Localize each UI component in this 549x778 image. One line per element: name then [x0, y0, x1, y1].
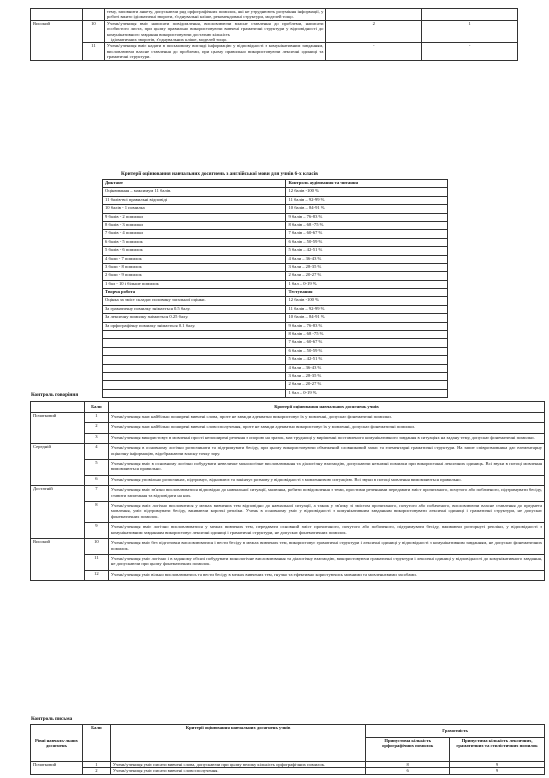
lex-errors: 9 — [450, 768, 545, 774]
criteria-text: Учень\учениця вміє без підготовки висловлюватися і вести бесіду в межах вивчених тем, використовує граматичні структури і лексичні одиниці у відповідності з комунікативним завданням, не допускає фонематичних помилок. — [108, 539, 544, 555]
right-cell: 5 балів – 42-51 % — [286, 247, 448, 255]
right-cell: 9 балів – 76-83 % — [286, 213, 448, 221]
orth-errors: 6 — [366, 768, 450, 774]
score: 11 — [84, 554, 108, 570]
table-row — [103, 280, 448, 288]
left-cell — [103, 364, 286, 372]
right-cell: 1 бал – 0-19 % — [286, 389, 448, 397]
table-row — [31, 554, 545, 570]
left-cell: 11 балів-всі правильні відповіді — [103, 196, 286, 204]
table-row — [31, 539, 545, 555]
criteria-text: Учень\учениця знає найбільш поширені вивчені слова, проте не завжди адекватно використовує їх у мовленні, допускає фонематичні помилки. — [108, 413, 544, 423]
column-header: Критерії оцінювання навчальних досягнень учнів — [108, 402, 544, 413]
orth-errors: 2 — [326, 20, 422, 43]
right-cell: 2 бали – 20-27 % — [286, 381, 448, 389]
table-header-row — [31, 402, 545, 413]
right-cell: Контроль аудіювання та читання — [286, 180, 448, 188]
section-title: Критерії оцінювання навчальних досягнень з англійської мови для учнів 6-х класів — [121, 171, 318, 177]
score: 3 — [84, 433, 108, 443]
level-label: Достатній — [31, 486, 85, 539]
score: 8 — [84, 502, 108, 523]
table-row — [103, 372, 448, 380]
table-row — [103, 272, 448, 280]
table-row — [103, 238, 448, 246]
table-row — [31, 9, 518, 21]
table-row — [103, 389, 448, 397]
column-header: Грамотність — [366, 725, 545, 738]
right-cell: 4 бали – 36-43 % — [286, 364, 448, 372]
table-row — [103, 297, 448, 305]
criteria-text: Учень\учениця вміє зв'язно висловлюватися відповідно до навчальної ситуації, малюнка, робити повідомлення з теми, простими реченнями передавати зміст прочитаного, почутого або побаченого, підтримувати бесіду, ставити запитання та відповідати на них. — [108, 486, 544, 502]
speaking-criteria-table — [30, 401, 545, 581]
left-cell — [103, 331, 286, 339]
table-row — [31, 423, 545, 433]
score: 5 — [84, 460, 108, 476]
left-cell — [103, 356, 286, 364]
score: 4 — [84, 444, 108, 460]
left-cell: 10 балів - 1 помилка — [103, 205, 286, 213]
grade6-criteria-table — [102, 179, 448, 398]
right-cell: 3 бали – 28-35 % — [286, 372, 448, 380]
right-cell: 10 балів – 84-91 % — [286, 314, 448, 322]
table-row — [103, 180, 448, 188]
table-row — [103, 347, 448, 355]
left-cell — [103, 347, 286, 355]
criteria-text: Учень\учениця використовує в мовленні прості непоширені речення з опорою на зразок, має труднощі у вирішенні поставленого комунікативного завдання в ситуаціях на задану тему, допускає фонематичні помилки. — [108, 433, 544, 443]
table-row — [103, 331, 448, 339]
right-cell: 2 бали – 20-27 % — [286, 272, 448, 280]
table-row — [103, 322, 448, 330]
table-row — [103, 356, 448, 364]
table-row — [31, 460, 545, 476]
criteria-text: Учень\учениця вміє надати в письмовому вигляді інформацію у відповідності з комунікативним завданням, висловлюючи власне ставлення до проблеми, при цьому правильно використовуючи лексичні одиниці та граматичні структури. — [104, 43, 326, 60]
table-row — [31, 486, 545, 502]
right-cell: 10 балів – 84-91 % — [286, 205, 448, 213]
table-row — [31, 570, 545, 580]
right-cell: 5 балів – 42-51 % — [286, 356, 448, 364]
left-cell — [103, 372, 286, 380]
criteria-text: Учень\учениця уповільно розпочинає, підтримує, відновлює та закінчує розмову у відповідності з мовленнєвою ситуацією. Всі звуки в потоці мовлення вимовляються правильно. — [108, 475, 544, 485]
table-row — [103, 364, 448, 372]
column-header: Бали — [82, 725, 110, 762]
column-header: Припустима кількість орфографічних помилок — [366, 738, 450, 762]
right-cell: 11 балів – 92-99 % — [286, 196, 448, 204]
right-cell: 7 балів – 60-67 % — [286, 230, 448, 238]
left-cell: 1 бал - 10 і більше помилок — [103, 280, 286, 288]
orth-errors: - — [326, 43, 422, 60]
level-label: Високий — [31, 20, 83, 60]
score: 10 — [82, 20, 104, 43]
criteria-text: Учень\учениця вміє логічно висловитися у межах вивчених тем відповідно до навчальної ситуації, а також у зв'язку зі змістом прочитаного, почутого або побаченого, висловлюючи власне ставлення до предмета мовлення, уміє підтримувати бесіду, вживаючи короткі репліки. Учень в основному уміє у відповідності з комунікативним завданням використовувати лексичні одиниці і граматичні структури, не допускає фонематичних помилок. — [108, 502, 544, 523]
criteria-text: тему, заповнити анкету, допускаючи ряд орфографічних помилок, які не утруднюють розуміння інформації, у роботі вжито ідіоматичні звороти, з'єднувальні кліше, рекомендовані структури, моделей тощо. — [104, 9, 326, 21]
writing-criteria-table — [30, 724, 545, 775]
table-row — [31, 502, 545, 523]
score: 9 — [84, 523, 108, 539]
criteria-text: Учень\учениця уміє вільно висловлюватись та вести бесіду в межах вивчених тем, гнучко та ефективно користуючись мовними та мовленнєвими засобами. — [108, 570, 544, 580]
table-header-row — [31, 725, 545, 738]
table-row — [103, 263, 448, 271]
criteria-text: Учень\учениця уміє писати вивчені словосполучення. — [110, 768, 365, 774]
right-cell: 3 бали – 28-35 % — [286, 263, 448, 271]
table-row — [31, 444, 545, 460]
right-cell: 7 балів – 60-67 % — [286, 339, 448, 347]
column-header: Припустима кількість лексичних, граматичних та стилістичних помилок — [450, 738, 545, 762]
column-header: Рівні навчаль-льних досягнень — [31, 725, 83, 762]
left-cell: За орфографічну помилку знімається 0.1 балу. — [103, 322, 286, 330]
left-cell: Оцінювання – максимум 11 балів. — [103, 188, 286, 196]
left-cell: 6 балів - 5 помилок — [103, 238, 286, 246]
right-cell: 6 балів – 50-59 % — [286, 238, 448, 246]
left-cell: Оцінка за зміст складає половину загальної оцінки. — [103, 297, 286, 305]
right-cell: 12 балів -100 % — [286, 297, 448, 305]
table-row — [31, 523, 545, 539]
table-row — [103, 213, 448, 221]
score: 11 — [82, 43, 104, 60]
score: 1 — [82, 762, 110, 768]
table-row — [103, 381, 448, 389]
score: 12 — [84, 570, 108, 580]
right-cell: 6 балів – 50-59 % — [286, 347, 448, 355]
score: 10 — [84, 539, 108, 555]
table-row — [103, 305, 448, 313]
section-title: Контроль говоріння — [31, 392, 79, 398]
table-row — [103, 247, 448, 255]
score: 6 — [84, 475, 108, 485]
right-cell: Тестування — [286, 289, 448, 297]
left-cell — [103, 389, 286, 397]
lex-errors: - — [422, 43, 518, 60]
level-label: Початковий — [31, 762, 83, 775]
table-row — [103, 255, 448, 263]
level-label: Середній — [31, 444, 85, 486]
left-cell: Диктант — [103, 180, 286, 188]
left-cell: Творча робота — [103, 289, 286, 297]
table-row — [31, 413, 545, 423]
criteria-text: Учень\учениця вміє написати повідомлення, висловлюючи власне ставлення до проблеми, написати особистого листа, при цьому правильно використовуючи вивчені граматичні структури у відповідності до комунікативного завдання використовуючи достатню кількість ідіоматичних зворотів, з'єднувальних кліше, моделей тощо. — [104, 20, 326, 43]
lex-errors: 1 — [422, 20, 518, 43]
left-cell: 4 бали - 7 помилок — [103, 255, 286, 263]
left-cell: За граматичну помилку знімається 0.5 балу. — [103, 305, 286, 313]
table-row — [31, 43, 518, 60]
right-cell: 8 балів – 68 -75 % — [286, 331, 448, 339]
right-cell: 12 балів -100 % — [286, 188, 448, 196]
table-row — [103, 339, 448, 347]
right-cell: 9 балів – 76-83 % — [286, 322, 448, 330]
score: 7 — [84, 486, 108, 502]
right-cell: 11 балів – 92-99 % — [286, 305, 448, 313]
criteria-text: Учень\учениця уміє писати вивчені слова, допускаючи при цьому велику кількість орфографічних помилок. — [110, 762, 365, 768]
table-row — [103, 188, 448, 196]
left-cell: 7 балів - 4 помилки — [103, 230, 286, 238]
table-row — [103, 221, 448, 229]
level-label: Початковий — [31, 413, 85, 444]
left-cell: 3 бали - 8 помилок — [103, 263, 286, 271]
section-title: Контроль письма — [31, 716, 73, 722]
right-cell: 1 бал – 0-19 % — [286, 280, 448, 288]
left-cell: 9 балів - 2 помилки — [103, 213, 286, 221]
score: 2 — [84, 423, 108, 433]
criteria-text: Учень\учениця знає найбільш поширені вивчені словосполучення, проте не завжди адекватно використовує їх у мовленні, допускає фонематичні помилки. — [108, 423, 544, 433]
left-cell: 2 бали - 9 помилок — [103, 272, 286, 280]
table-row — [103, 314, 448, 322]
column-header: Критерії оцінювання навчальних досягнень учнів — [110, 725, 365, 762]
left-cell: 5 балів - 6 помилок — [103, 247, 286, 255]
criteria-text: Учень\учениця вміє в основному логічно побудувати невеличке монологічне висловлювання та діалогічну взаємодію, допускаючи незначні помилки при використанні лексичних одиниць. Всі звуки в потоці мовлення вимовляються правильно. — [108, 460, 544, 476]
table-row — [103, 289, 448, 297]
left-cell — [103, 339, 286, 347]
left-cell — [103, 381, 286, 389]
writing-criteria-continuation-table — [30, 8, 518, 61]
table-row — [31, 20, 518, 43]
score: 1 — [84, 413, 108, 423]
level-label: Високий — [31, 539, 85, 581]
table-row — [31, 475, 545, 485]
criteria-text: Учень\учениця вміє логічно висловлюватися у межах вивчених тем, передавати основний зміст прочитаного, почутого або побаченого, підтримувати бесіду, вживаючи розгорнуті репліки, у відповідності з комунікативним завданням використовує лексичні одиниці і граматичні структури, не допускає фонематичних помилок. — [108, 523, 544, 539]
left-cell: 8 балів - 3 помилки — [103, 221, 286, 229]
right-cell: 8 балів – 68 -75 % — [286, 221, 448, 229]
score: 2 — [82, 768, 110, 774]
criteria-text: Учень\учениця в основному логічно розпочинати та підтримувати бесіду, при цьому використовуючи обмежений словниковий запас та елементарні граматичні структури. На запит співрозмовника дає елементарну оціночну інформацію, відображаючи власну точку зору. — [108, 444, 544, 460]
left-cell: За лексичну помилку знімається 0.25 балу. — [103, 314, 286, 322]
orth-errors: 8 — [366, 762, 450, 768]
table-row — [103, 205, 448, 213]
table-row — [103, 230, 448, 238]
right-cell: 4 бали – 36-43 % — [286, 255, 448, 263]
table-row — [103, 196, 448, 204]
table-row — [31, 768, 545, 774]
criteria-text: Учень\учениця уміє логічно і в заданому обсязі побудувати монологічне висловлювання та діалогічну взаємодію, використовуючи граматичні структури і лексичні одиниці у відповідності до комунікативного завдання, не допускаючи при цьому фонематичних помилок. — [108, 554, 544, 570]
lex-errors: 9 — [450, 762, 545, 768]
table-row — [31, 433, 545, 443]
column-header: Бали — [84, 402, 108, 413]
